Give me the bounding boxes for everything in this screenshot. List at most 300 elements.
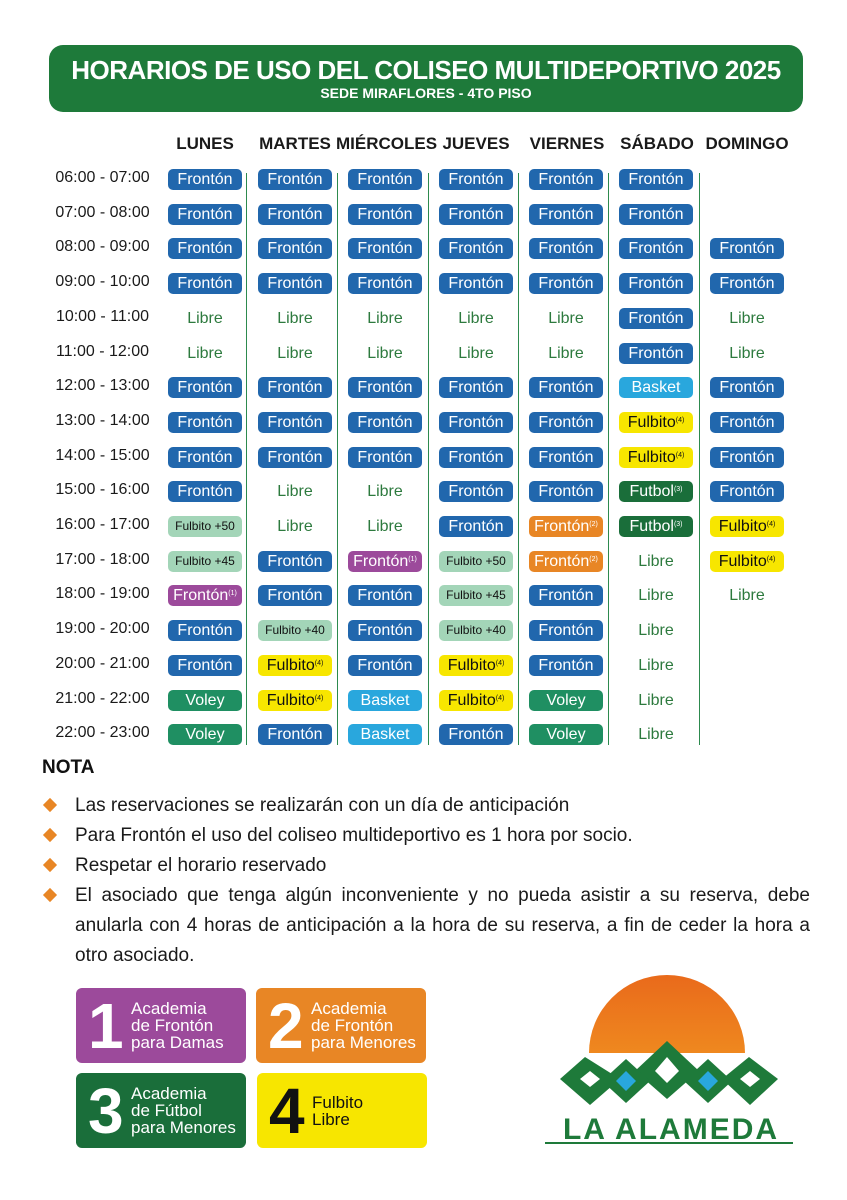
bullet-diamond-icon: [43, 828, 57, 842]
footnote-marker: (4): [495, 659, 505, 667]
activity-label: Libre: [638, 552, 674, 570]
activity-label: Frontón: [357, 275, 413, 293]
activity-label: Frontón: [534, 552, 590, 570]
activity-label: Frontón: [448, 726, 504, 744]
schedule-cell-fronton: [439, 377, 513, 398]
activity-label: Fulbito: [266, 656, 315, 674]
schedule-cell-fronton: [529, 620, 603, 641]
day-header-lunes: LUNES: [176, 134, 234, 153]
activity-label: Libre: [187, 309, 223, 327]
schedule-cell-fronton: [348, 238, 422, 259]
schedule-cell-libre: [348, 516, 422, 537]
activity-label: Fulbito +45: [175, 553, 235, 568]
activity-label: Basket: [631, 379, 681, 397]
schedule-cell-voley: [168, 724, 242, 745]
schedule-cell-fulbito: [710, 516, 784, 537]
activity-label: Fulbito: [627, 448, 676, 466]
schedule-cell-libre: [619, 655, 693, 676]
legend-text: [311, 1000, 416, 1051]
legend-line: Libre: [312, 1110, 350, 1129]
schedule-cell-fronton: [439, 412, 513, 433]
activity-label: Basket: [360, 691, 410, 709]
activity-label: Libre: [367, 309, 403, 327]
schedule-cell-fronton: [439, 447, 513, 468]
activity-label: Libre: [638, 622, 674, 640]
schedule-cell-fronton: [258, 238, 332, 259]
schedule-cell-fronton: [529, 585, 603, 606]
schedule-cell-fronton2: [529, 551, 603, 572]
footnote-marker: (4): [495, 694, 505, 702]
activity-label: Frontón: [267, 379, 323, 397]
column-divider: [337, 173, 338, 745]
schedule-cell-fulbito: [258, 655, 332, 676]
activity-label: Frontón: [448, 205, 504, 223]
day-header-sabado: SÁBADO: [620, 134, 694, 153]
schedule-cell-fronton: [168, 447, 242, 468]
schedule-cell-libre: [168, 308, 242, 329]
legend-number: 2: [268, 990, 304, 1062]
schedule-cell-libre: [710, 585, 784, 606]
activity-label: Frontón: [538, 240, 594, 258]
activity-label: Frontón: [538, 171, 594, 188]
activity-label: Libre: [367, 344, 403, 362]
activity-label: Frontón: [628, 240, 684, 258]
bullet-diamond-icon: [43, 798, 57, 812]
footnote-marker: (3): [673, 486, 683, 494]
schedule-cell-fronton: [258, 169, 332, 190]
schedule-cell-fronton: [348, 585, 422, 606]
schedule-cell-fronton: [348, 377, 422, 398]
activity-label: Frontón: [177, 483, 233, 501]
nota-item: El asociado que tenga algún inconveniente y no pueda asistir a su reserva, debe anularla con 4 horas de anticipación a la hora de su reserva, a fin de ceder la hora a otro asociado.: [75, 885, 810, 966]
time-slot-label: 16:00 - 17:00: [55, 516, 150, 533]
schedule-cell-fronton: [439, 204, 513, 225]
activity-label: Fulbito: [447, 656, 496, 674]
legend-line: Academia: [131, 999, 207, 1018]
activity-label: Frontón: [448, 171, 504, 188]
logo-text: LA ALAMEDA: [562, 1113, 780, 1146]
schedule-cell-libre: [348, 343, 422, 364]
activity-label: Voley: [546, 691, 586, 709]
activity-label: Frontón: [448, 448, 504, 466]
schedule-cell-fronton: [529, 481, 603, 502]
activity-label: Frontón: [538, 275, 594, 293]
legend-item-2: [256, 988, 426, 1063]
schedule-cell-libre: [168, 343, 242, 364]
activity-label: Frontón: [538, 379, 594, 397]
page-subtitle: SEDE MIRAFLORES - 4TO PISO: [320, 85, 532, 101]
column-divider: [699, 173, 700, 745]
activity-label: Fulbito +40: [446, 623, 506, 638]
activity-label: Frontón: [357, 240, 413, 258]
activity-label: Frontón: [719, 483, 775, 501]
schedule-cell-fulbito: [439, 690, 513, 711]
activity-label: Voley: [185, 726, 225, 744]
schedule-cell-fronton: [529, 169, 603, 190]
activity-label: Frontón: [719, 275, 775, 293]
footnote-marker: (4): [766, 521, 776, 528]
schedule-cell-fronton: [348, 204, 422, 225]
schedule-cell-fronton: [619, 238, 693, 259]
schedule-cell-fronton: [710, 481, 784, 502]
activity-label: Libre: [729, 587, 765, 605]
time-slot-label: 10:00 - 11:00: [55, 307, 150, 325]
activity-label: Frontón: [538, 413, 594, 431]
day-header-domingo: DOMINGO: [705, 134, 789, 153]
activity-label: Frontón: [357, 205, 413, 223]
footnote-marker: (4): [766, 555, 776, 563]
schedule-cell-fronton: [168, 481, 242, 502]
footnote-marker: (2): [589, 555, 598, 563]
activity-label: Libre: [638, 587, 674, 605]
activity-label: Frontón: [448, 413, 504, 431]
activity-label: Libre: [277, 518, 313, 535]
activity-label: Frontón: [719, 413, 775, 431]
activity-label: Frontón: [719, 448, 775, 466]
schedule-cell-libre: [348, 481, 422, 502]
schedule-cell-fronton: [710, 377, 784, 398]
schedule-cell-fronton: [258, 551, 332, 572]
activity-label: Frontón: [267, 413, 323, 431]
activity-label: Frontón: [173, 587, 229, 605]
schedule-cell-fulbitoage: [258, 620, 332, 641]
schedule-cell-fronton: [348, 273, 422, 294]
activity-label: Frontón: [357, 587, 413, 605]
schedule-cell-fronton: [439, 273, 513, 294]
legend-line: para Menores: [311, 1033, 416, 1052]
schedule-cell-libre: [258, 481, 332, 502]
activity-label: Libre: [367, 483, 403, 501]
footnote-marker: (4): [675, 451, 685, 459]
footnote-marker: (4): [675, 416, 685, 424]
legend-text: [312, 1094, 363, 1128]
activity-label: Frontón: [538, 205, 594, 223]
nota-item: Para Frontón el uso del coliseo multideportivo es 1 hora por socio.: [75, 825, 633, 846]
schedule-cell-basket: [348, 724, 422, 745]
legend-number: 1: [88, 990, 124, 1062]
schedule-cell-fronton: [439, 481, 513, 502]
schedule-cell-libre: [439, 308, 513, 329]
schedule-cell-fronton: [619, 273, 693, 294]
footnote-marker: (4): [314, 659, 324, 667]
footnote-marker: (2): [589, 521, 598, 528]
schedule-cell-libre: [529, 343, 603, 364]
activity-label: Frontón: [628, 205, 684, 223]
activity-label: Frontón: [353, 552, 409, 570]
activity-label: Frontón: [177, 448, 233, 466]
activity-label: Frontón: [357, 622, 413, 640]
schedule-cell-fronton: [168, 238, 242, 259]
activity-label: Libre: [638, 691, 674, 709]
time-slot-label: 11:00 - 12:00: [55, 342, 150, 360]
schedule-cell-basket: [619, 377, 693, 398]
schedule-cell-fronton: [258, 412, 332, 433]
activity-label: Frontón: [267, 587, 323, 605]
schedule-cell-libre: [619, 585, 693, 606]
activity-label: Basket: [360, 726, 410, 744]
schedule-cell-fronton: [529, 447, 603, 468]
activity-label: Voley: [185, 691, 225, 709]
schedule-cell-fronton: [529, 273, 603, 294]
activity-label: Frontón: [267, 726, 323, 744]
schedule-cell-fronton: [619, 308, 693, 329]
schedule-cell-fronton1: [348, 551, 422, 572]
schedule-cell-fronton: [710, 447, 784, 468]
schedule-cell-fronton: [619, 169, 693, 190]
schedule-cell-fronton: [529, 377, 603, 398]
time-slot-label: 06:00 - 07:00: [55, 169, 150, 186]
schedule-cell-fronton: [529, 655, 603, 676]
activity-label: Libre: [548, 344, 584, 362]
activity-label: Frontón: [177, 171, 233, 188]
activity-label: Frontón: [267, 552, 323, 570]
schedule-cell-fronton2: [529, 516, 603, 537]
activity-label: Frontón: [357, 379, 413, 397]
time-slot-label: 13:00 - 14:00: [55, 411, 150, 429]
day-header-martes: MARTES: [259, 134, 331, 153]
activity-label: Fulbito: [627, 413, 676, 431]
activity-label: Frontón: [628, 171, 684, 188]
legend-line: de Frontón: [311, 1016, 394, 1035]
legend-text: [131, 1085, 236, 1136]
activity-label: Voley: [546, 726, 586, 744]
schedule-cell-voley: [168, 690, 242, 711]
column-divider: [518, 173, 519, 745]
schedule-cell-fulbitoage: [439, 585, 513, 606]
activity-label: Frontón: [628, 309, 684, 327]
page-title: HORARIOS DE USO DEL COLISEO MULTIDEPORTIVO 2025: [71, 55, 781, 85]
schedule-cell-fronton: [619, 204, 693, 225]
legend-line: Academia: [311, 999, 387, 1018]
activity-label: Frontón: [177, 622, 233, 640]
legend-number: 3: [88, 1075, 124, 1147]
schedule-cell-voley: [529, 690, 603, 711]
activity-label: Frontón: [357, 656, 413, 674]
legend-text: [131, 1000, 224, 1051]
schedule-cell-fronton: [348, 412, 422, 433]
schedule-cell-fronton: [258, 585, 332, 606]
activity-label: Libre: [277, 309, 313, 327]
schedule-cell-basket: [348, 690, 422, 711]
schedule-cell-fronton: [439, 169, 513, 190]
time-slot-label: 08:00 - 09:00: [55, 238, 150, 256]
column-divider: [246, 173, 247, 745]
activity-label: Frontón: [357, 448, 413, 466]
schedule-cell-fulbito: [710, 551, 784, 572]
activity-label: Fulbito +45: [446, 588, 506, 603]
schedule-cell-fronton: [619, 343, 693, 364]
activity-label: Frontón: [177, 275, 233, 293]
activity-label: Frontón: [538, 448, 594, 466]
activity-label: Frontón: [628, 275, 684, 293]
footnote-marker: (1): [228, 590, 237, 598]
legend-line: para Menores: [131, 1118, 236, 1137]
schedule-cell-fulbito: [619, 412, 693, 433]
schedule-cell-fronton: [710, 412, 784, 433]
activity-label: Libre: [277, 344, 313, 362]
schedule-cell-fronton: [258, 724, 332, 745]
time-slot-label: 22:00 - 23:00: [55, 724, 150, 742]
schedule-cell-futbol: [619, 516, 693, 537]
day-header-miercoles: MIÉRCOLES: [336, 134, 438, 153]
schedule-cell-fulbitoage: [439, 551, 513, 572]
schedule-cell-fulbitoage: [439, 620, 513, 641]
activity-label: Frontón: [177, 379, 233, 397]
nota-item: Las reservaciones se realizarán con un día de anticipación: [75, 795, 570, 816]
schedule-cell-libre: [619, 724, 693, 745]
activity-label: Frontón: [177, 656, 233, 674]
activity-label: Futbol: [629, 518, 674, 535]
activity-label: Frontón: [177, 205, 233, 223]
activity-label: Frontón: [267, 448, 323, 466]
schedule-cell-libre: [439, 343, 513, 364]
footnote-marker: (1): [408, 555, 417, 563]
activity-label: Frontón: [538, 656, 594, 674]
activity-label: Frontón: [357, 413, 413, 431]
time-slot-label: 17:00 - 18:00: [55, 550, 150, 568]
column-divider: [608, 173, 609, 745]
footnote-marker: (3): [673, 521, 683, 528]
schedule-cell-fulbitoage: [168, 516, 242, 537]
time-slot-label: 20:00 - 21:00: [55, 654, 150, 672]
activity-label: Fulbito: [266, 691, 315, 709]
schedule-cell-fronton: [168, 655, 242, 676]
activity-label: Frontón: [267, 240, 323, 258]
activity-label: Frontón: [448, 275, 504, 293]
activity-label: Fulbito +50: [446, 553, 506, 568]
schedule-cell-fronton: [348, 655, 422, 676]
activity-label: Frontón: [267, 171, 323, 188]
activity-label: Fulbito +40: [265, 623, 325, 638]
activity-label: Frontón: [448, 379, 504, 397]
activity-label: Frontón: [357, 171, 413, 188]
schedule-cell-libre: [619, 690, 693, 711]
legend-number: 4: [269, 1075, 305, 1147]
activity-label: Libre: [729, 309, 765, 327]
schedule-cell-fronton: [439, 238, 513, 259]
activity-label: Frontón: [267, 275, 323, 293]
schedule-cell-libre: [529, 308, 603, 329]
schedule-cell-fronton: [348, 169, 422, 190]
activity-label: Libre: [548, 309, 584, 327]
time-slot-label: 19:00 - 20:00: [55, 620, 150, 638]
activity-label: Frontón: [534, 518, 590, 535]
schedule-cell-futbol: [619, 481, 693, 502]
schedule-cell-fronton: [258, 447, 332, 468]
schedule-cell-fronton1: [168, 585, 242, 606]
schedule-cell-libre: [258, 343, 332, 364]
schedule-cell-fronton: [168, 169, 242, 190]
schedule-cell-fronton: [529, 204, 603, 225]
legend-line: de Fútbol: [131, 1101, 202, 1120]
activity-label: Libre: [638, 656, 674, 674]
activity-label: Frontón: [267, 205, 323, 223]
schedule-cell-fronton: [258, 273, 332, 294]
schedule-cell-fronton: [168, 377, 242, 398]
activity-label: Frontón: [448, 518, 504, 535]
activity-label: Fulbito: [447, 691, 496, 709]
activity-label: Frontón: [177, 240, 233, 258]
time-slot-label: 15:00 - 16:00: [55, 481, 150, 499]
activity-label: Libre: [187, 344, 223, 362]
schedule-cell-libre: [258, 516, 332, 537]
legend-item-4: [257, 1073, 427, 1148]
legend-item-1: [76, 988, 246, 1063]
schedule-cell-fronton: [710, 238, 784, 259]
schedule-cell-fronton: [168, 273, 242, 294]
activity-label: Frontón: [538, 622, 594, 640]
activity-label: Frontón: [628, 344, 684, 362]
activity-label: Libre: [277, 483, 313, 501]
schedule-cell-fronton: [348, 620, 422, 641]
activity-label: Frontón: [719, 379, 775, 397]
bullet-diamond-icon: [43, 888, 57, 902]
legend-line: Fulbito: [312, 1093, 364, 1112]
activity-label: Libre: [458, 344, 494, 362]
time-slot-label: 09:00 - 10:00: [55, 273, 150, 291]
schedule-cell-fulbito: [439, 655, 513, 676]
day-header-jueves: JUEVES: [442, 134, 510, 153]
schedule-cell-voley: [529, 724, 603, 745]
activity-label: Libre: [729, 344, 765, 362]
schedule-cell-fronton: [439, 516, 513, 537]
activity-label: Frontón: [448, 483, 504, 501]
legend-line: para Damas: [131, 1033, 224, 1052]
activity-label: Frontón: [448, 240, 504, 258]
nota-item: Respetar el horario reservado: [75, 855, 327, 876]
schedule-cell-fronton: [168, 620, 242, 641]
legend-item-3: [76, 1073, 246, 1148]
bullet-diamond-icon: [43, 858, 57, 872]
activity-label: Fulbito +50: [175, 519, 235, 533]
schedule-cell-fronton: [439, 724, 513, 745]
title-banner: [49, 45, 803, 112]
schedule-cell-fronton: [258, 204, 332, 225]
activity-label: Futbol: [629, 483, 674, 501]
legend-line: de Frontón: [131, 1016, 214, 1035]
activity-label: Fulbito: [718, 518, 767, 535]
schedule-cell-libre: [710, 308, 784, 329]
schedule-cell-fronton: [258, 377, 332, 398]
schedule-cell-libre: [258, 308, 332, 329]
schedule-cell-fronton: [529, 412, 603, 433]
activity-label: Frontón: [719, 240, 775, 258]
activity-label: Libre: [367, 518, 403, 535]
activity-label: Libre: [638, 726, 674, 744]
schedule-cell-fulbito: [619, 447, 693, 468]
schedule-cell-libre: [348, 308, 422, 329]
schedule-cell-fronton: [529, 238, 603, 259]
schedule-cell-fronton: [168, 204, 242, 225]
la-alameda-logo: [540, 975, 800, 1160]
activity-label: Frontón: [538, 587, 594, 605]
time-slot-label: 21:00 - 22:00: [55, 689, 150, 707]
time-slot-label: 07:00 - 08:00: [55, 203, 150, 221]
schedule-cell-fronton: [348, 447, 422, 468]
activity-label: Libre: [458, 309, 494, 327]
activity-label: Fulbito: [718, 552, 767, 570]
activity-label: Frontón: [177, 413, 233, 431]
activity-label: Frontón: [538, 483, 594, 501]
legend-line: Academia: [131, 1084, 207, 1103]
time-slot-label: 14:00 - 15:00: [55, 446, 150, 464]
footnote-marker: (4): [314, 694, 324, 702]
schedule-cell-fulbito: [258, 690, 332, 711]
nota-title: NOTA: [42, 757, 95, 778]
schedule-cell-libre: [619, 551, 693, 572]
column-divider: [428, 173, 429, 745]
time-slot-label: 18:00 - 19:00: [55, 585, 150, 603]
